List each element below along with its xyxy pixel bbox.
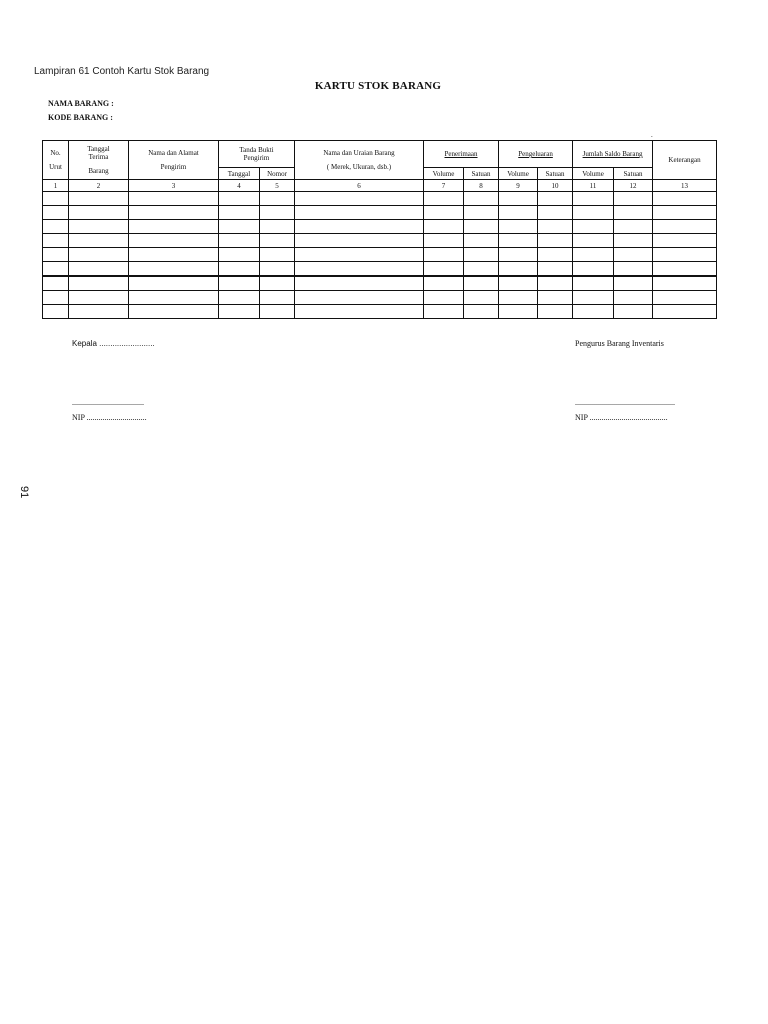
column-number: 6	[295, 180, 424, 192]
table-cell	[219, 234, 260, 248]
column-number: 8	[464, 180, 499, 192]
table-row	[43, 220, 717, 234]
table-cell	[424, 291, 464, 305]
header-saldo-label: Jumlah Saldo Barang	[582, 150, 643, 158]
column-number: 5	[260, 180, 295, 192]
table-cell	[69, 291, 129, 305]
stock-card-table	[42, 140, 717, 319]
table-cell	[573, 262, 614, 277]
header-tanggal-terima-line3: Barang	[88, 167, 109, 175]
header-tanda-bukti-line1: Tanda Bukti	[239, 146, 274, 154]
table-cell	[295, 248, 424, 262]
table-cell	[129, 276, 219, 291]
table-row	[43, 248, 717, 262]
header-pengeluaran	[499, 141, 573, 168]
table-row	[43, 305, 717, 319]
table-cell	[499, 262, 538, 277]
table-cell	[260, 220, 295, 234]
table-cell	[129, 262, 219, 277]
table-cell	[295, 291, 424, 305]
table-cell	[653, 206, 717, 220]
header-tanggal-terima-line2: Terima	[88, 153, 109, 161]
table-cell	[464, 234, 499, 248]
table-cell	[43, 262, 69, 277]
table-cell	[573, 276, 614, 291]
table-cell	[43, 305, 69, 319]
table-cell	[538, 305, 573, 319]
header-penerimaan-volume: Volume	[424, 168, 464, 180]
table-row	[43, 276, 717, 291]
blank-rows	[43, 192, 717, 319]
table-cell	[573, 192, 614, 206]
table-cell	[295, 192, 424, 206]
header-tanda-nomor: Nomor	[260, 168, 295, 180]
table-cell	[69, 305, 129, 319]
table-cell	[43, 192, 69, 206]
table-cell	[260, 234, 295, 248]
header-row-top	[43, 141, 717, 168]
table-cell	[538, 276, 573, 291]
table-cell	[538, 248, 573, 262]
table-cell	[295, 234, 424, 248]
table-cell	[219, 276, 260, 291]
table-cell	[464, 248, 499, 262]
table-cell	[295, 220, 424, 234]
table-cell	[43, 291, 69, 305]
table-row	[43, 234, 717, 248]
header-uraian	[295, 141, 424, 180]
table-cell	[614, 262, 653, 277]
table-cell	[129, 291, 219, 305]
table-cell	[295, 262, 424, 277]
table-cell	[573, 220, 614, 234]
header-penerimaan	[424, 141, 499, 168]
header-nama-alamat-line1: Nama dan Alamat	[148, 149, 199, 157]
table-cell	[653, 220, 717, 234]
table-cell	[69, 276, 129, 291]
table-cell	[69, 234, 129, 248]
table-cell	[499, 234, 538, 248]
table-cell	[573, 248, 614, 262]
table-cell	[424, 276, 464, 291]
nama-barang-field: NAMA BARANG :	[48, 99, 114, 108]
table-cell	[69, 262, 129, 277]
header-tanda-tanggal: Tanggal	[219, 168, 260, 180]
table-cell	[614, 234, 653, 248]
column-number: 3	[129, 180, 219, 192]
header-pengeluaran-label: Pengeluaran	[518, 150, 553, 158]
table-cell	[538, 192, 573, 206]
table-cell	[538, 262, 573, 277]
table-cell	[260, 262, 295, 277]
table-cell	[614, 206, 653, 220]
column-number: 11	[573, 180, 614, 192]
column-number: 7	[424, 180, 464, 192]
table-cell	[424, 234, 464, 248]
header-saldo	[573, 141, 653, 168]
table-cell	[614, 192, 653, 206]
table-cell	[43, 276, 69, 291]
header-no-urut-line1: No.	[50, 149, 61, 157]
header-tanggal-terima-line1: Tanggal	[87, 145, 110, 153]
table-cell	[219, 248, 260, 262]
header-no-urut-line2: Urut	[49, 163, 62, 171]
table-cell	[573, 206, 614, 220]
kepala-label: Kepala .........................	[72, 339, 155, 348]
table-cell	[424, 262, 464, 277]
table-cell	[69, 220, 129, 234]
header-pengeluaran-satuan: Satuan	[538, 168, 573, 180]
header-tanda-bukti	[219, 141, 295, 168]
table-cell	[219, 291, 260, 305]
corner-mark: .	[651, 131, 653, 139]
table-cell	[614, 248, 653, 262]
table-cell	[499, 192, 538, 206]
table-cell	[464, 262, 499, 277]
table-cell	[219, 206, 260, 220]
header-keterangan-label: Keterangan	[668, 156, 701, 164]
table-cell	[424, 305, 464, 319]
table-cell	[614, 276, 653, 291]
header-keterangan	[653, 141, 717, 180]
table-cell	[43, 248, 69, 262]
header-saldo-volume: Volume	[573, 168, 614, 180]
table-cell	[43, 206, 69, 220]
page-number: 91	[18, 486, 30, 499]
table-cell	[653, 234, 717, 248]
table-cell	[260, 305, 295, 319]
table-cell	[260, 206, 295, 220]
table-cell	[424, 192, 464, 206]
header-nama-alamat-line2: Pengirim	[160, 163, 187, 171]
table-cell	[614, 291, 653, 305]
pengurus-label: Pengurus Barang Inventaris	[575, 339, 664, 348]
table-cell	[69, 248, 129, 262]
table-cell	[295, 206, 424, 220]
pengurus-nip: NIP .......................................	[575, 413, 668, 422]
table-cell	[499, 291, 538, 305]
table-row	[43, 262, 717, 277]
header-uraian-line1: Nama dan Uraian Barang	[323, 149, 395, 157]
column-number: 13	[653, 180, 717, 192]
header-pengeluaran-volume: Volume	[499, 168, 538, 180]
column-number: 10	[538, 180, 573, 192]
kepala-signature-line: ....................................	[72, 398, 144, 407]
table-cell	[464, 291, 499, 305]
table-cell	[573, 291, 614, 305]
table-cell	[69, 206, 129, 220]
table-cell	[295, 305, 424, 319]
column-number: 12	[614, 180, 653, 192]
table-cell	[219, 262, 260, 277]
kepala-nip: NIP ..............................	[72, 413, 147, 422]
pengurus-signature-line: ..................................................	[575, 398, 675, 407]
header-nama-alamat	[129, 141, 219, 180]
header-penerimaan-label: Penerimaan	[444, 150, 478, 158]
table-cell	[614, 220, 653, 234]
document-title: KARTU STOK BARANG	[314, 80, 442, 92]
table-cell	[295, 276, 424, 291]
table-cell	[538, 220, 573, 234]
table-cell	[464, 192, 499, 206]
table-cell	[538, 206, 573, 220]
header-uraian-line2: ( Merek, Ukuran, dsb.)	[326, 163, 392, 171]
table-cell	[129, 220, 219, 234]
table-cell	[464, 220, 499, 234]
table-cell	[219, 192, 260, 206]
table-cell	[653, 276, 717, 291]
table-cell	[653, 192, 717, 206]
table-row	[43, 291, 717, 305]
table-cell	[499, 206, 538, 220]
table-cell	[499, 248, 538, 262]
kode-barang-field: KODE BARANG :	[48, 113, 113, 122]
table-cell	[43, 234, 69, 248]
table-cell	[260, 192, 295, 206]
table-cell	[464, 276, 499, 291]
table-cell	[653, 291, 717, 305]
column-number: 9	[499, 180, 538, 192]
column-number: 2	[69, 180, 129, 192]
table-cell	[424, 220, 464, 234]
header-tanda-bukti-line2: Pengirim	[243, 154, 270, 162]
table-cell	[424, 248, 464, 262]
appendix-label: Lampiran 61 Contoh Kartu Stok Barang	[34, 66, 210, 77]
header-tanggal-terima	[69, 141, 129, 180]
table-cell	[499, 276, 538, 291]
header-penerimaan-satuan: Satuan	[464, 168, 499, 180]
table-cell	[260, 276, 295, 291]
table-row	[43, 192, 717, 206]
table-cell	[653, 305, 717, 319]
table-cell	[573, 234, 614, 248]
table-cell	[260, 248, 295, 262]
table-cell	[219, 220, 260, 234]
table-cell	[424, 206, 464, 220]
table-row	[43, 206, 717, 220]
header-no-urut	[43, 141, 69, 180]
table-cell	[464, 206, 499, 220]
table-cell	[614, 305, 653, 319]
table-cell	[69, 192, 129, 206]
table-cell	[129, 206, 219, 220]
table-cell	[499, 220, 538, 234]
table-cell	[43, 220, 69, 234]
table-cell	[538, 234, 573, 248]
table-cell	[653, 248, 717, 262]
table-cell	[464, 305, 499, 319]
table-cell	[573, 305, 614, 319]
table-cell	[219, 305, 260, 319]
table-cell	[538, 291, 573, 305]
table-cell	[653, 262, 717, 277]
column-number: 4	[219, 180, 260, 192]
table-cell	[129, 248, 219, 262]
table-cell	[499, 305, 538, 319]
table-cell	[129, 234, 219, 248]
table-cell	[129, 305, 219, 319]
column-number-row	[43, 180, 717, 192]
table-cell	[129, 192, 219, 206]
table-cell	[260, 291, 295, 305]
header-saldo-satuan: Satuan	[614, 168, 653, 180]
column-number: 1	[43, 180, 69, 192]
